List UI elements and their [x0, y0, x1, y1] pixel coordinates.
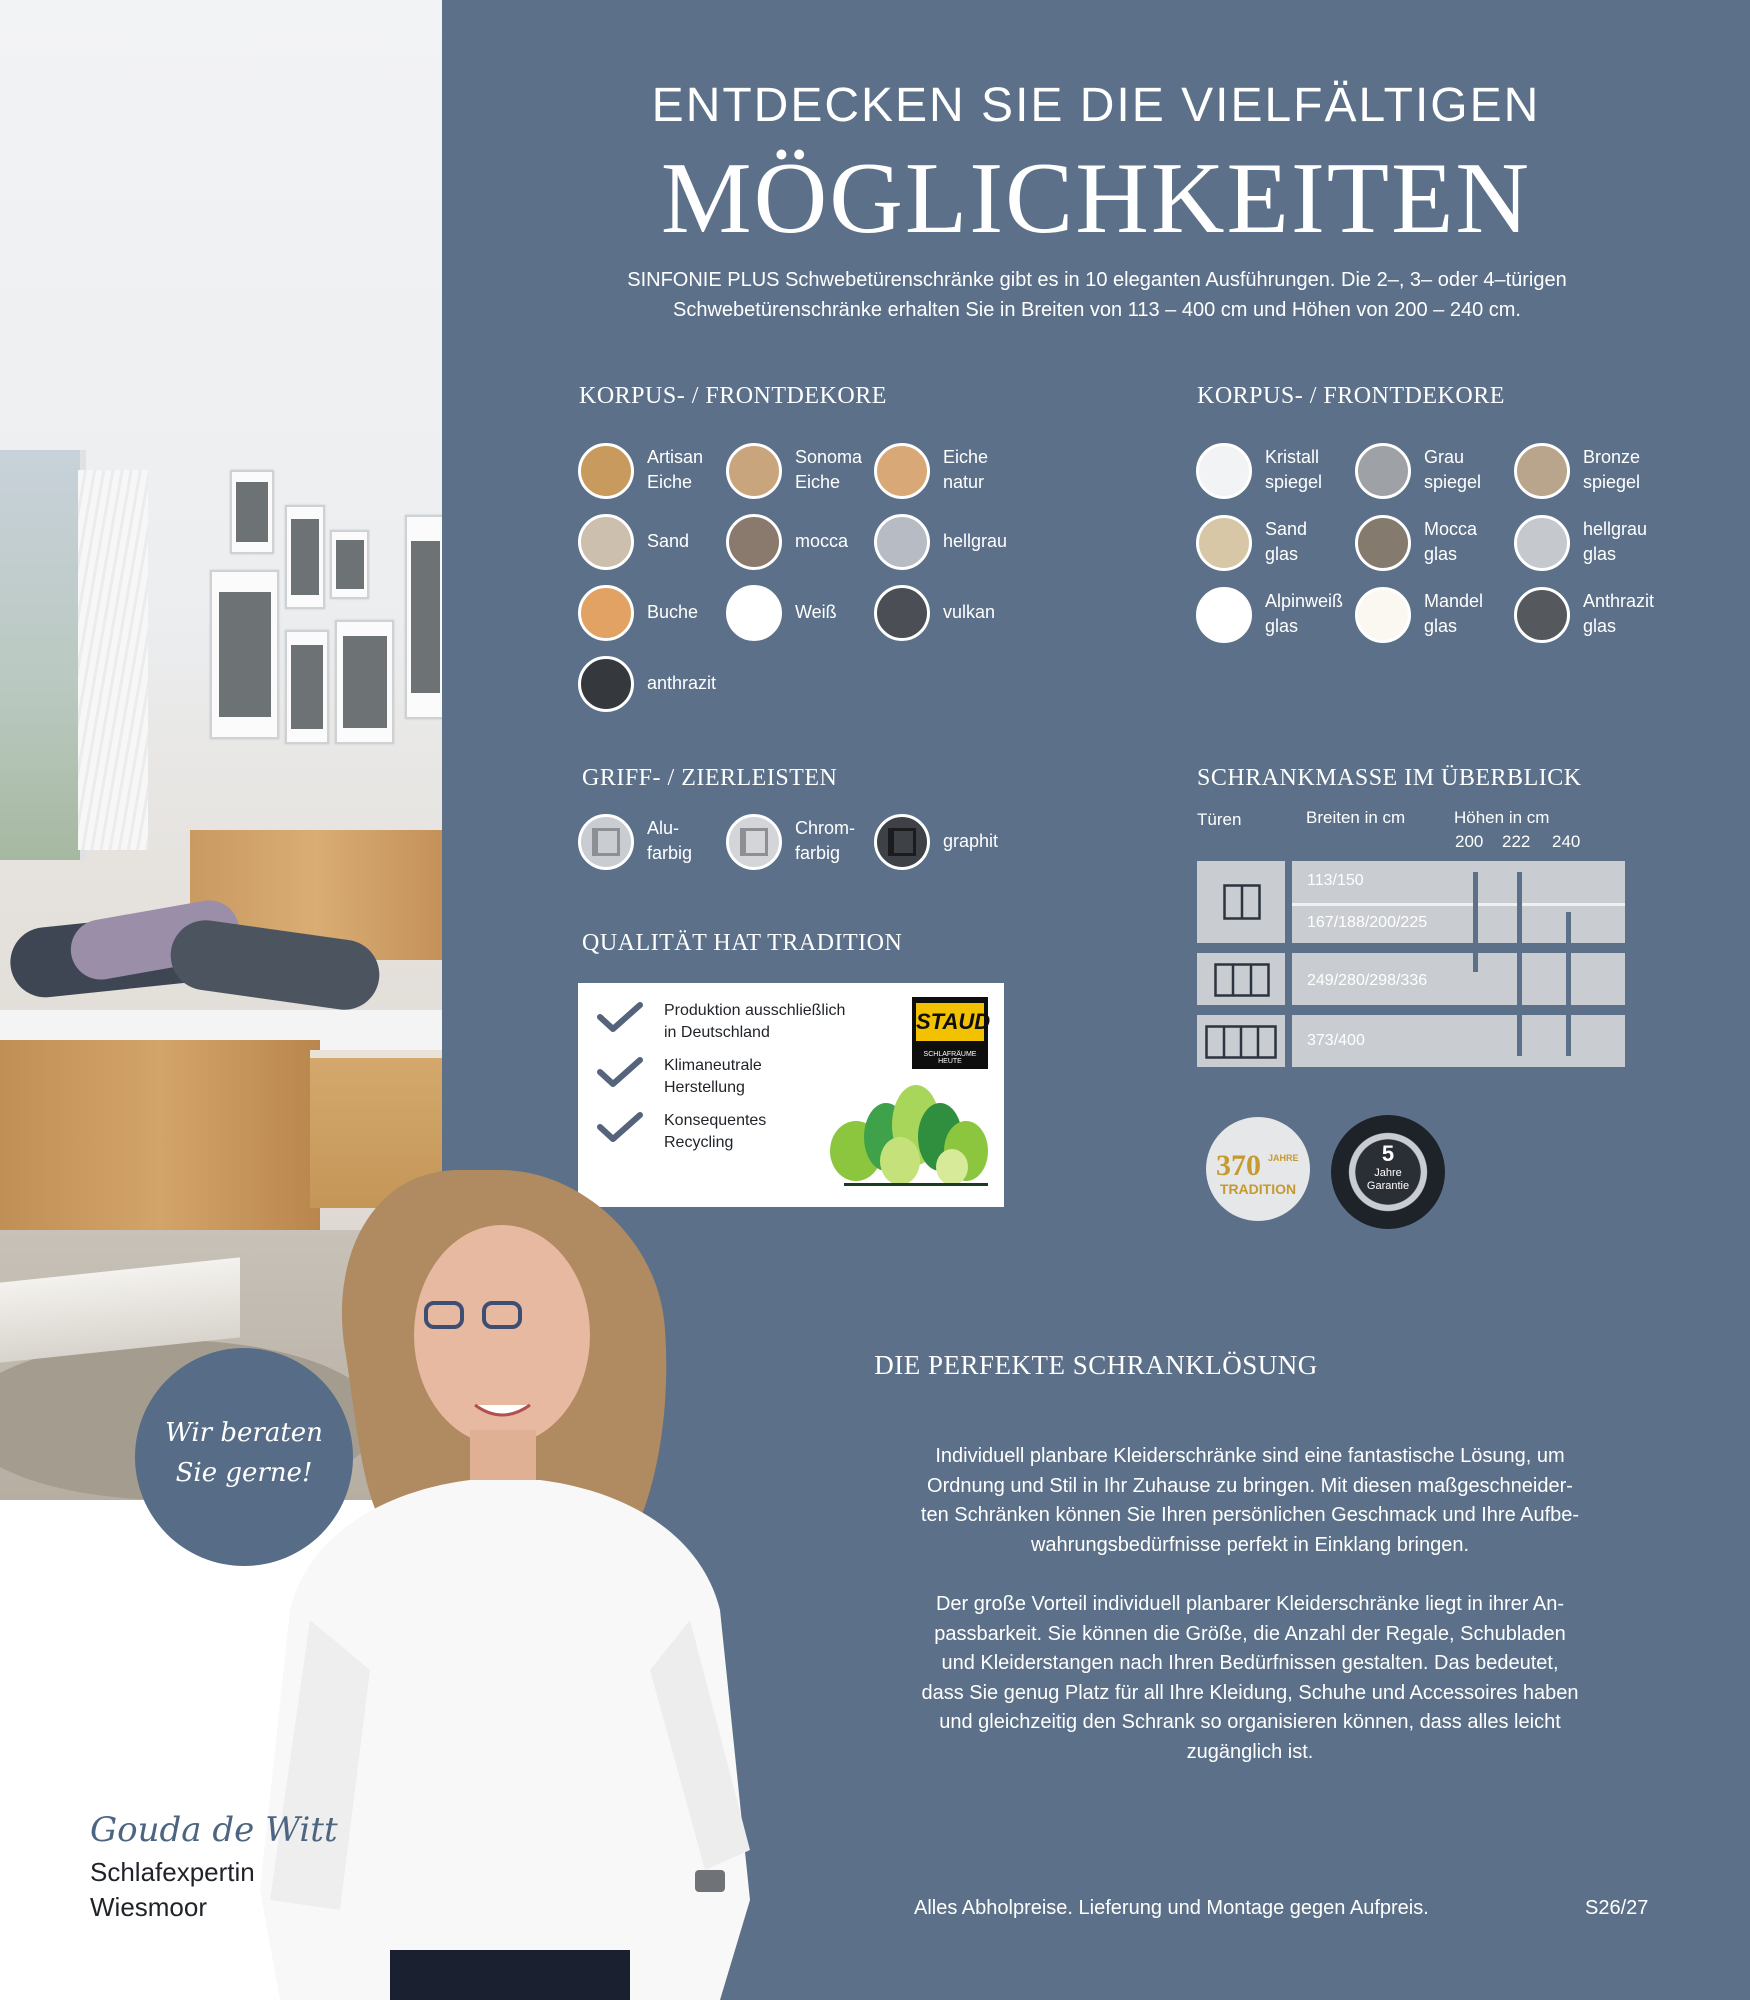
- picture-frame: [285, 505, 325, 609]
- window-graphic: [0, 450, 86, 860]
- swatch-label: [795, 529, 848, 554]
- swatch-label-line1: Kristall: [1265, 447, 1320, 467]
- swatch-label: [1424, 589, 1483, 639]
- swatch-kristall-spiegel: [1196, 443, 1252, 499]
- row-value: 373/400: [1307, 1032, 1365, 1049]
- swatch-label-line1: Eiche: [943, 447, 989, 467]
- loesung-p2-line: dass Sie genug Platz für all Ihre Kleidung, Schuhe und Accessoires haben: [921, 1681, 1579, 1704]
- page-number: S26/27: [1585, 1897, 1649, 1919]
- quality-item-3-line1: Konsequentes: [664, 1112, 767, 1129]
- headline-line1: ENTDECKEN SIE DIE VIELFÄLTIGEN: [651, 79, 1541, 132]
- swatch-label-line2: spiegel: [1265, 472, 1323, 492]
- swatch-label-line1: Artisan: [647, 447, 704, 467]
- loesung-p2-line: zugänglich ist.: [1186, 1740, 1314, 1763]
- swatch-eiche-natur: [874, 443, 930, 499]
- masse-col-heights: Höhen in cm: [1454, 808, 1550, 827]
- advisor-name: Gouda de Witt: [90, 1810, 338, 1850]
- swatch-sand-glas: [1196, 515, 1252, 571]
- swatch-label: [943, 529, 1007, 554]
- intro-line-1: SINFONIE PLUS Schwebetürenschränke gibt es in 10 eleganten Ausführungen. Die 2–, 3– oder 4–türigen: [627, 269, 1567, 291]
- swatch-label: [1424, 517, 1477, 567]
- advice-badge: [135, 1348, 353, 1566]
- picture-frame: [210, 570, 279, 739]
- swatch-label-line1: Weiß: [795, 602, 837, 622]
- swatch-label-line2: natur: [943, 472, 985, 492]
- swatch-label-line2: farbig: [647, 843, 693, 863]
- swatch-label: [647, 600, 698, 625]
- advice-badge-line2: Sie gerne!: [175, 1458, 313, 1488]
- swatch-label-line2: glas: [1583, 544, 1617, 564]
- swatch-sand: [578, 514, 634, 570]
- swatch-mocca-glas: [1355, 515, 1411, 571]
- swatch-mocca: [726, 514, 782, 570]
- swatch-label: [1265, 445, 1322, 495]
- swatch-label: [943, 829, 998, 854]
- height-line-200: [1473, 872, 1478, 972]
- masse-height-240: 240: [1552, 832, 1581, 851]
- handle-profile-icon: [592, 828, 620, 856]
- swatch-label: [795, 445, 862, 495]
- row-value: 167/188/200/225: [1307, 914, 1428, 931]
- checkmark-icons: [596, 1001, 646, 1151]
- guarantee-number: 5: [1381, 1141, 1395, 1166]
- masse-height-200: 200: [1455, 832, 1484, 851]
- advisor-photo: [250, 1150, 770, 2000]
- swatch-label-line1: Grau: [1424, 447, 1465, 467]
- swatch-hellgrau-glas: [1514, 515, 1570, 571]
- swatch-label: [1583, 445, 1640, 495]
- loesung-p1-line: Individuell planbare Kleiderschränke sind eine fantastische Lösung, um: [935, 1445, 1565, 1467]
- height-line-222: [1517, 872, 1522, 1056]
- masse-col-widths: Breiten in cm: [1306, 808, 1406, 827]
- swatch-label-line1: vulkan: [943, 602, 996, 622]
- swatch-label-line2: Eiche: [795, 472, 841, 492]
- swatch-alpinweiß-glas: [1196, 587, 1252, 643]
- loesung-p2-line: und gleichzeitig den Schrank so organisieren können, dass alles leicht: [939, 1711, 1561, 1733]
- swatch-label-line1: Mandel: [1424, 591, 1484, 611]
- row-value: 113/150: [1307, 872, 1364, 889]
- loesung-paragraph-1: [750, 1442, 1750, 1560]
- quality-item-1-line1: Produktion ausschließlich: [664, 1002, 846, 1019]
- loesung-p1-line: wahrungsbedürfnisse perfekt in Einklang bringen.: [1030, 1533, 1470, 1556]
- swatch-label-line2: glas: [1265, 616, 1299, 636]
- loesung-p1-line: ten Schränken können Sie Ihren persönlichen Geschmack und Ihre Aufbe-: [920, 1504, 1580, 1526]
- swatch-vulkan: [874, 585, 930, 641]
- swatch-label-line1: Anthrazit: [1583, 591, 1655, 611]
- picture-frame: [405, 515, 442, 719]
- swatch-label-line1: Mocca: [1424, 519, 1478, 539]
- swatch-label-line2: glas: [1424, 544, 1458, 564]
- loesung-paragraph-2: [750, 1590, 1750, 1767]
- swatch-label: [1265, 589, 1343, 639]
- swatch-label-line1: Alu-: [647, 818, 680, 838]
- picture-frame: [285, 630, 329, 744]
- loesung-p2-line: passbarkeit. Sie können die Größe, die Anzahl der Regale, Schubladen: [934, 1622, 1566, 1645]
- swatch-alu-farbig: [578, 814, 634, 870]
- swatch-label-line2: glas: [1265, 544, 1299, 564]
- swatch-label-line1: mocca: [795, 531, 849, 551]
- staud-logo: [912, 997, 991, 1069]
- quality-item-2-line1: Klimaneutrale: [664, 1057, 762, 1074]
- swatch-graphit: [874, 814, 930, 870]
- swatch-label-line1: anthrazit: [647, 673, 717, 693]
- swatch-label-line1: hellgrau: [1583, 519, 1648, 539]
- swatch-label: [1424, 445, 1481, 495]
- masse-height-222: 222: [1502, 832, 1531, 851]
- griff-title: GRIFF- / ZIERLEISTEN: [582, 765, 838, 791]
- handle-profile-icon: [888, 828, 916, 856]
- staud-logo-sub: SCHLAFRÄUME HEUTE: [923, 1051, 977, 1065]
- row-value: 249/280/298/336: [1307, 972, 1428, 989]
- swatch-label: [943, 600, 995, 625]
- handle-profile-icon: [740, 828, 768, 856]
- headline-line2: MÖGLICHKEITEN: [660, 142, 1532, 255]
- swatch-label: [647, 445, 703, 495]
- height-line-240: [1566, 912, 1571, 1056]
- advisor-location: Wiesmoor: [90, 1892, 208, 1922]
- intro-line-2: Schwebetürenschränke erhalten Sie in Breiten von 113 – 400 cm und Höhen von 200 – 240 cm.: [673, 299, 1521, 321]
- swatch-chrom-farbig: [726, 814, 782, 870]
- swatch-label-line1: graphit: [943, 831, 999, 851]
- swatch-sonoma-eiche: [726, 443, 782, 499]
- picture-frame: [330, 530, 369, 599]
- korpus-left-title: KORPUS- / FRONTDEKORE: [579, 383, 887, 409]
- intro-text: [522, 265, 1672, 325]
- curtain-graphic: [78, 470, 148, 850]
- swatch-label-line1: Sand: [1265, 519, 1308, 539]
- masse-col-doors: Türen: [1197, 810, 1242, 829]
- quality-item-2-line2: Herstellung: [664, 1079, 745, 1096]
- swatch-label-line2: spiegel: [1583, 472, 1641, 492]
- masse-title: SCHRANKMASSE IM ÜBERBLICK: [1197, 765, 1582, 791]
- swatch-label-line2: spiegel: [1424, 472, 1482, 492]
- swatch-label-line1: Chrom-: [795, 818, 856, 838]
- guarantee-badge: [1331, 1115, 1445, 1229]
- advice-badge-line1: Wir beraten: [165, 1418, 323, 1448]
- picture-frame: [230, 470, 274, 554]
- quality-item-1: [664, 1000, 845, 1044]
- quality-item-3: [664, 1110, 766, 1154]
- loesung-p2-line: Der große Vorteil individuell planbarer Kleiderschränke liegt in ihrer An-: [935, 1593, 1565, 1615]
- swatch-weiß: [726, 585, 782, 641]
- swatch-label-line1: Buche: [647, 602, 699, 622]
- korpus-right-title: KORPUS- / FRONTDEKORE: [1197, 383, 1505, 409]
- tradition-label: TRADITION: [1219, 1181, 1297, 1197]
- swatch-label-line1: Alpinweiß: [1265, 591, 1344, 611]
- swatch-anthrazit-glas: [1514, 587, 1570, 643]
- wardrobe-4door-icon: [1205, 1025, 1277, 1059]
- swatch-label: [1583, 589, 1654, 639]
- quality-item-1-line2: in Deutschland: [664, 1024, 770, 1041]
- tradition-badge: [1206, 1117, 1310, 1221]
- swatch-label: [795, 600, 837, 625]
- swatch-label: [943, 445, 988, 495]
- guarantee-years: Jahre: [1374, 1167, 1402, 1179]
- swatch-anthrazit: [578, 656, 634, 712]
- swatch-mandel-glas: [1355, 587, 1411, 643]
- quality-item-3-line2: Recycling: [664, 1134, 734, 1151]
- picture-frame: [335, 620, 394, 744]
- swatch-label: [647, 816, 692, 866]
- quality-title: QUALITÄT HAT TRADITION: [582, 930, 903, 956]
- quality-item-2: [664, 1055, 762, 1099]
- swatch-bronze-spiegel: [1514, 443, 1570, 499]
- swatch-label-line2: Eiche: [647, 472, 693, 492]
- swatch-label-line2: glas: [1583, 616, 1617, 636]
- swatch-grau-spiegel: [1355, 443, 1411, 499]
- trees-icon: [828, 1079, 988, 1191]
- swatch-artisan-eiche: [578, 443, 634, 499]
- swatch-label-line1: Bronze: [1583, 447, 1641, 467]
- advisor-role: Schlafexpertin: [90, 1857, 255, 1887]
- wardrobe-2door-icon: [1223, 884, 1261, 920]
- swatch-label-line2: glas: [1424, 616, 1458, 636]
- guarantee-label: Garantie: [1366, 1180, 1410, 1192]
- staud-logo-text: STAUD: [916, 1003, 984, 1041]
- swatch-label-line1: Sand: [647, 531, 690, 551]
- swatch-label-line1: hellgrau: [943, 531, 1008, 551]
- swatch-label: [647, 529, 689, 554]
- footer-note: Alles Abholpreise. Lieferung und Montage gegen Aufpreis.: [914, 1897, 1429, 1919]
- swatch-label-line2: farbig: [795, 843, 841, 863]
- swatch-label: [1583, 517, 1647, 567]
- swatch-label-line1: Sonoma: [795, 447, 863, 467]
- swatch-label: [795, 816, 855, 866]
- wardrobe-3door-icon: [1214, 963, 1270, 997]
- swatch-label: [1265, 517, 1307, 567]
- tradition-number: 370: [1216, 1149, 1261, 1182]
- row-divider: [1292, 903, 1625, 906]
- swatch-hellgrau: [874, 514, 930, 570]
- loesung-p2-line: und Kleiderstangen nach Ihren Bedürfnissen gestalten. Das bedeutet,: [941, 1652, 1559, 1674]
- tradition-years: JAHRE: [1268, 1153, 1299, 1163]
- swatch-buche: [578, 585, 634, 641]
- swatch-label: [647, 671, 716, 696]
- loesung-title: DIE PERFEKTE SCHRANKLÖSUNG: [874, 1350, 1318, 1380]
- loesung-p1-line: Ordnung und Stil in Ihr Zuhause zu bringen. Mit diesen maßgeschneider-: [927, 1474, 1573, 1497]
